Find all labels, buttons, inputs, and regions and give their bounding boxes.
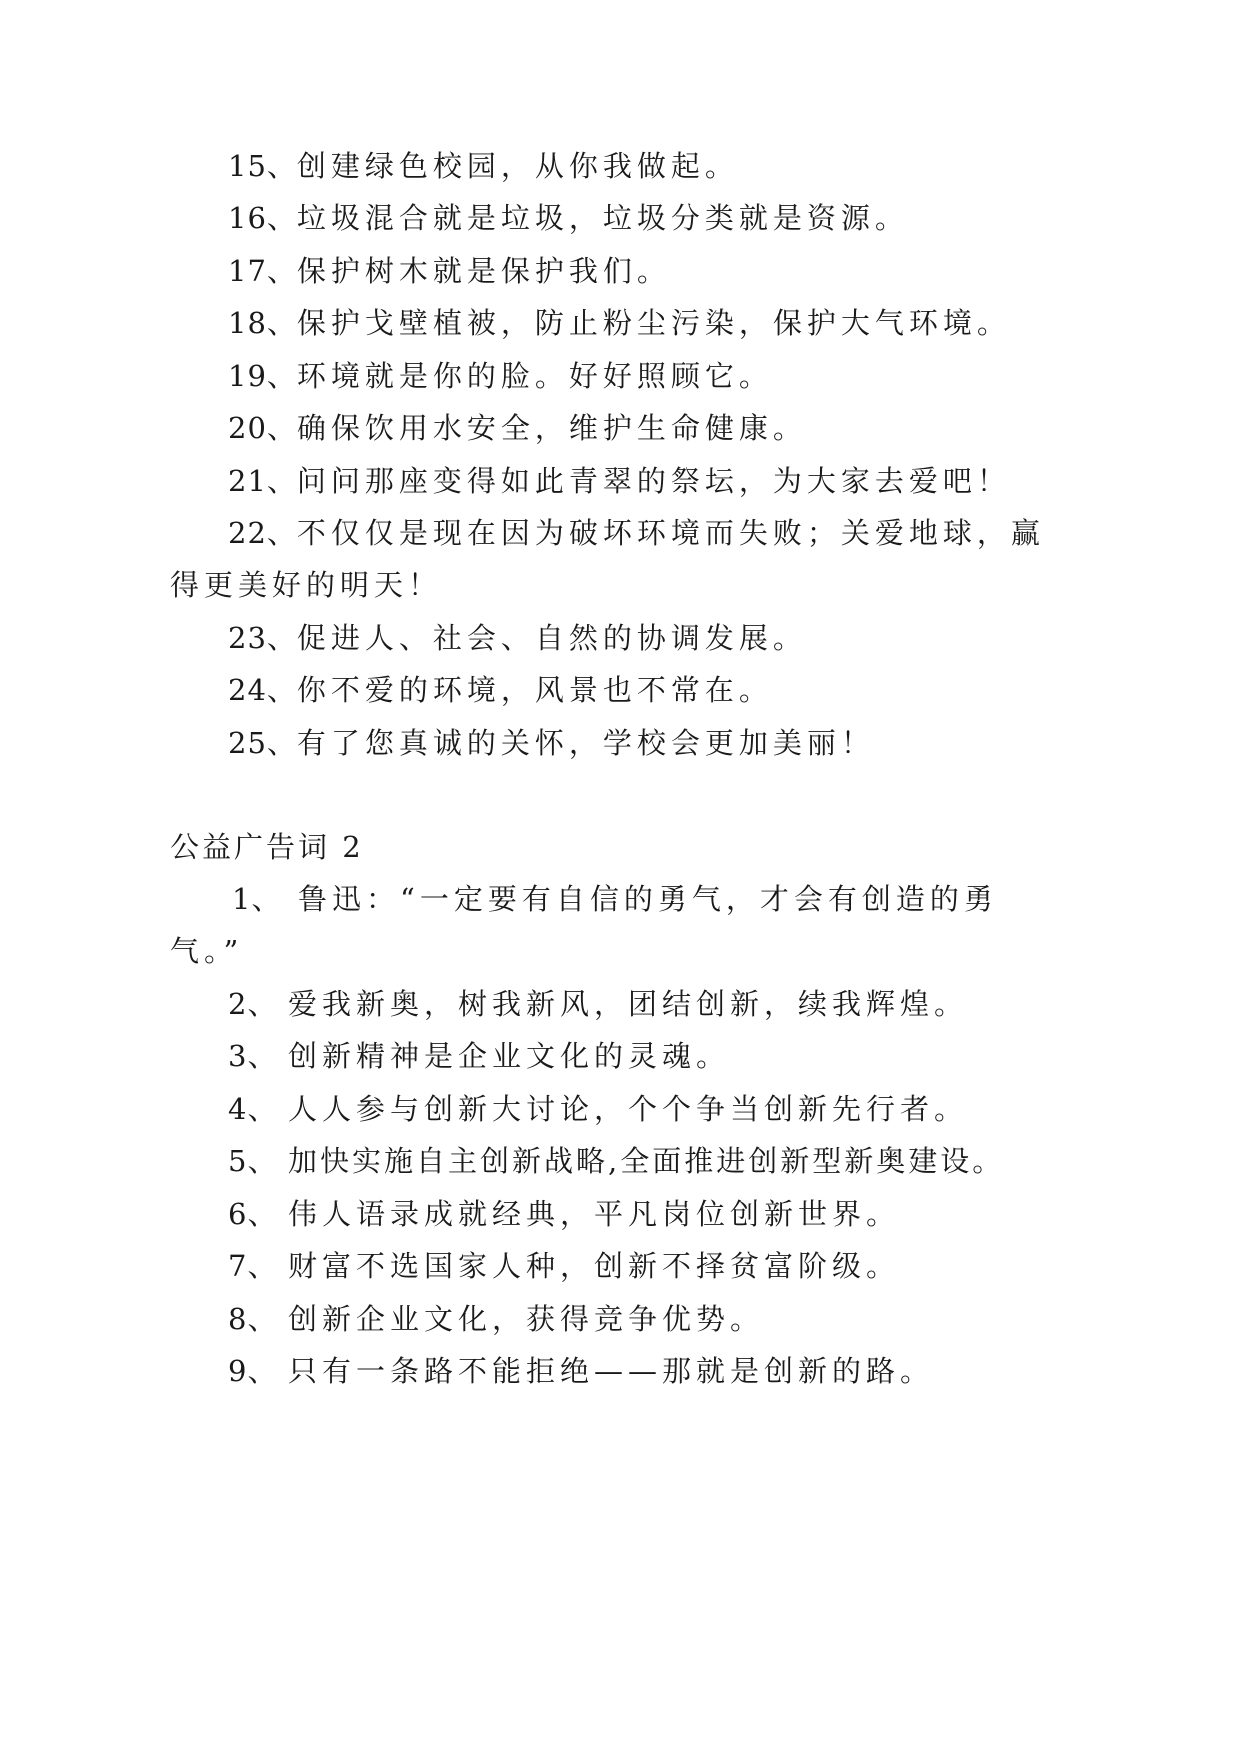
item-text: 只有一条路不能拒绝——那就是创新的路。 <box>288 1354 935 1388</box>
item-number: 8、 <box>228 1302 278 1336</box>
list-item <box>228 984 968 1024</box>
item-number: 25、 <box>228 726 297 760</box>
list-item <box>228 1089 968 1129</box>
list-item <box>228 146 739 186</box>
item-text: 保护树木就是保护我们。 <box>296 254 671 288</box>
list-item <box>228 1299 764 1339</box>
item-text: 不仅仅是现在因为破坏环境而失败；关爱地球，赢 <box>296 516 1045 550</box>
item-text: 创建绿色校园，从你我做起。 <box>296 149 739 183</box>
list-item <box>228 723 875 763</box>
item-text: 加快实施自主创新战略,全面推进创新型新奥建设。 <box>288 1144 1005 1178</box>
list-item <box>228 1194 900 1234</box>
item-text: 财富不选国家人种，创新不择贫富阶级。 <box>288 1249 901 1283</box>
item-text: 有了您真诚的关怀，学校会更加美丽！ <box>296 726 875 760</box>
item-number: 18、 <box>228 306 297 340</box>
item-number: 21、 <box>228 464 297 498</box>
item-text: 人人参与创新大讨论，个个争当创新先行者。 <box>288 1092 969 1126</box>
item-text: 创新精神是企业文化的灵魂。 <box>288 1039 731 1073</box>
item-number: 6、 <box>228 1197 278 1231</box>
list-item <box>228 670 773 710</box>
item-number: 9、 <box>228 1354 278 1388</box>
item-text: 创新企业文化，获得竞争优势。 <box>288 1302 765 1336</box>
list-item <box>228 618 807 658</box>
list-item <box>228 251 671 291</box>
section-title: 公益广告词 2 <box>170 830 364 864</box>
list-item <box>228 1141 1004 1181</box>
item-number: 24、 <box>228 673 297 707</box>
item-number: 17、 <box>228 254 297 288</box>
item-number: 19、 <box>228 359 297 393</box>
item-number: 3、 <box>228 1039 278 1073</box>
list-item <box>228 1036 730 1076</box>
list-item <box>228 461 1011 501</box>
item-number: 23、 <box>228 621 297 655</box>
list-item <box>228 303 1011 343</box>
item-text: 环境就是你的脸。好好照顾它。 <box>296 359 773 393</box>
item-text: 确保饮用水安全，维护生命健康。 <box>296 411 807 445</box>
item-number: 16、 <box>228 201 297 235</box>
item-text: 垃圾混合就是垃圾，垃圾分类就是资源。 <box>296 201 909 235</box>
item-number: 2、 <box>228 987 278 1021</box>
item-number: 5、 <box>228 1144 278 1178</box>
item-text: 你不爱的环境，风景也不常在。 <box>296 673 773 707</box>
item-number: 4、 <box>228 1092 278 1126</box>
list-item <box>228 1351 934 1391</box>
item-number: 22、 <box>228 516 297 550</box>
item-number: 7、 <box>228 1249 278 1283</box>
list-item <box>228 1246 900 1286</box>
list-item <box>228 356 773 396</box>
item-number: 20、 <box>228 411 297 445</box>
list-item-continuation: 得更美好的明天！ <box>170 568 443 602</box>
list-item <box>228 198 909 238</box>
item-text: 伟人语录成就经典，平凡岗位创新世界。 <box>288 1197 901 1231</box>
item-text: 鲁迅：“一定要有自信的勇气，才会有创造的勇 <box>298 882 998 916</box>
item-text: 问问那座变得如此青翠的祭坛，为大家去爱吧！ <box>296 464 1011 498</box>
item-text: 保护戈壁植被，防止粉尘污染，保护大气环境。 <box>296 306 1011 340</box>
list-item-continuation: 气。” <box>170 934 244 968</box>
item-text: 促进人、社会、自然的协调发展。 <box>296 621 807 655</box>
item-number: 1、 <box>232 882 282 916</box>
item-number: 15、 <box>228 149 297 183</box>
item-text: 爱我新奥，树我新风，团结创新，续我辉煌。 <box>288 987 969 1021</box>
list-item <box>232 879 998 919</box>
list-item <box>228 408 807 448</box>
list-item <box>228 513 1045 553</box>
